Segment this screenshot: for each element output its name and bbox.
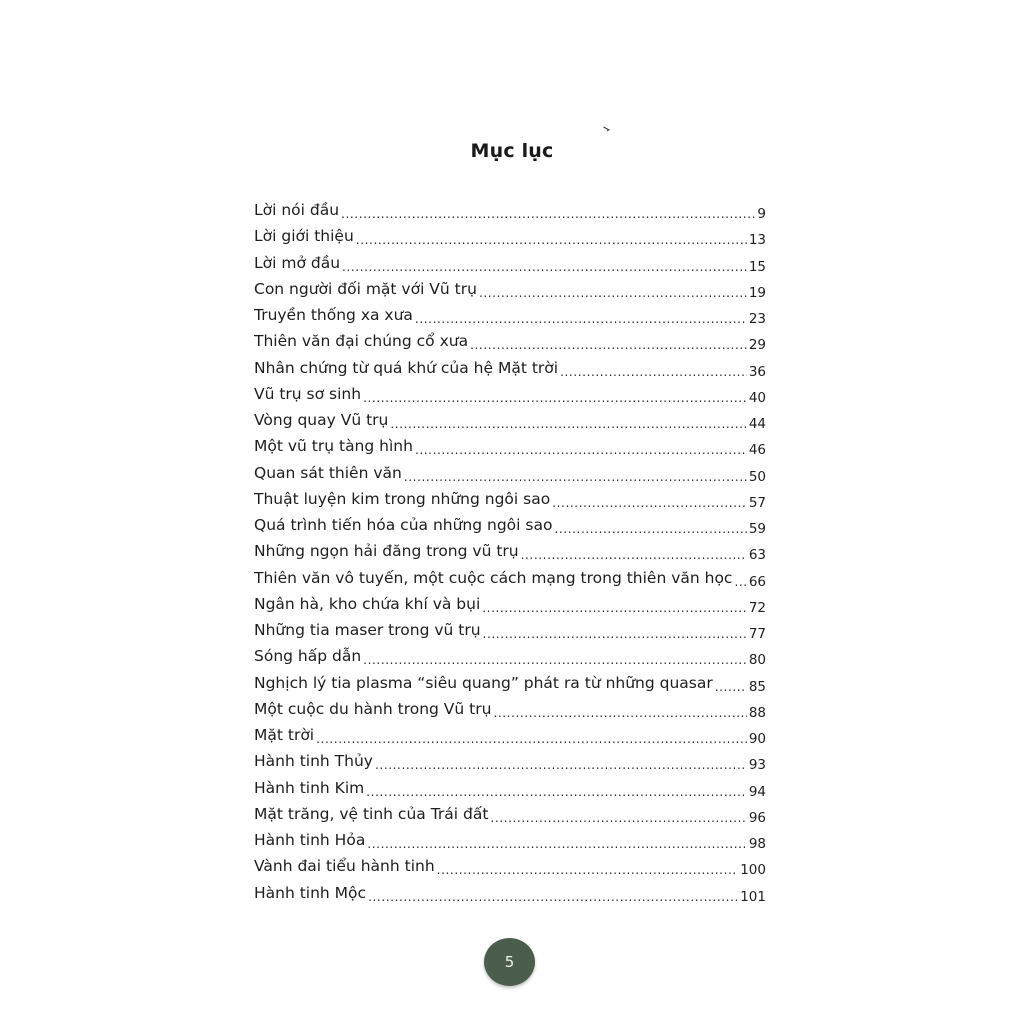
- ink-speck-mark: [603, 126, 610, 132]
- dot-leader: [552, 489, 747, 512]
- toc-entry-page: 40: [748, 389, 766, 406]
- toc-entry-page: 63: [748, 547, 766, 564]
- toc-entry-label: Mặt trời: [254, 726, 315, 744]
- dot-leader: [342, 253, 747, 276]
- toc-entry-page: 101: [740, 888, 766, 905]
- toc-entry-label: Sóng hấp dẫn: [254, 647, 362, 666]
- toc-entry: [254, 617, 766, 643]
- toc-entry-page: 9: [757, 206, 766, 222]
- toc-entry: [254, 276, 766, 302]
- toc-entry-page: 80: [748, 652, 766, 669]
- page-number-badge: [484, 938, 535, 986]
- toc-entry: [254, 328, 766, 354]
- toc-entry-label: Một vũ trụ tàng hình: [254, 437, 413, 456]
- dot-leader: [490, 804, 746, 827]
- toc-entry: [254, 223, 766, 249]
- toc-entry: [254, 722, 766, 748]
- table-of-contents: [254, 197, 766, 906]
- dot-leader: [341, 200, 755, 223]
- toc-entry: [254, 433, 766, 459]
- dot-leader: [734, 568, 746, 591]
- toc-entry-page: 13: [748, 232, 766, 249]
- toc-entry-page: 94: [748, 783, 766, 800]
- toc-entry-label: Mặt trăng, vệ tinh của Trái đất: [254, 804, 489, 823]
- toc-entry-page: 100: [740, 862, 766, 879]
- dot-leader: [356, 226, 747, 249]
- toc-entry-label: Một cuộc du hành trong Vũ trụ: [254, 699, 492, 718]
- dot-leader: [521, 541, 747, 564]
- toc-entry: [254, 801, 766, 827]
- dot-leader: [404, 463, 747, 486]
- toc-entry-page: 66: [748, 573, 766, 590]
- toc-entry-label: Vành đai tiểu hành tinh: [254, 857, 435, 876]
- toc-entry: [254, 643, 766, 669]
- toc-entry: [254, 538, 766, 564]
- toc-entry: [254, 670, 766, 696]
- toc-entry-label: Hành tinh Hỏa: [254, 831, 366, 849]
- toc-entry-page: 77: [748, 626, 766, 642]
- dot-leader: [415, 436, 747, 459]
- toc-entry-label: Quan sát thiên văn: [254, 463, 402, 482]
- toc-entry: [254, 565, 766, 591]
- toc-entry: [254, 827, 766, 853]
- toc-entry-page: 96: [748, 809, 766, 826]
- dot-leader: [366, 778, 747, 801]
- toc-entry-page: 46: [748, 442, 766, 459]
- toc-entry-page: 72: [748, 599, 766, 616]
- dot-leader: [554, 515, 746, 538]
- toc-entry-label: Thuật luyện kim trong những ngôi sao: [254, 489, 551, 508]
- toc-entry: [254, 381, 766, 407]
- toc-entry-page: 93: [748, 757, 766, 774]
- toc-entry: [254, 512, 766, 538]
- dot-leader: [375, 751, 747, 774]
- toc-entry: [254, 853, 766, 879]
- toc-entry-page: 19: [748, 284, 766, 301]
- dot-leader: [363, 646, 747, 669]
- toc-entry-label: Những ngọn hải đăng trong vũ trụ: [254, 542, 519, 561]
- toc-entry-label: Lời giới thiệu: [254, 227, 354, 246]
- toc-entry: [254, 197, 766, 223]
- toc-entry-label: Hành tinh Mộc: [254, 883, 367, 902]
- toc-entry-page: 88: [748, 704, 766, 721]
- toc-entry-label: Ngân hà, kho chứa khí và bụi: [254, 594, 481, 613]
- dot-leader: [483, 620, 747, 643]
- toc-entry: [254, 696, 766, 722]
- toc-entry-label: Những tia maser trong vũ trụ: [254, 621, 481, 639]
- dot-leader: [493, 699, 746, 722]
- dot-leader: [363, 384, 747, 407]
- toc-entry-label: Truyền thống xa xưa: [254, 306, 413, 324]
- toc-entry-label: Quá trình tiến hóa của những ngôi sao: [254, 516, 553, 534]
- page-number: 5: [504, 953, 515, 971]
- toc-entry-label: Lời nói đầu: [254, 201, 340, 219]
- toc-entry: [254, 591, 766, 617]
- dot-leader: [715, 673, 747, 696]
- toc-entry-page: 23: [748, 311, 766, 327]
- toc-entry-page: 90: [748, 731, 766, 747]
- toc-entry-page: 50: [748, 468, 766, 485]
- toc-entry-label: Vòng quay Vũ trụ: [254, 411, 389, 429]
- toc-entry-page: 29: [748, 337, 766, 354]
- dot-leader: [437, 856, 739, 879]
- dot-leader: [367, 830, 746, 853]
- dot-leader: [415, 305, 747, 328]
- toc-entry: [254, 250, 766, 276]
- toc-entry-label: Thiên văn vô tuyến, một cuộc cách mạng trong thiên văn học: [254, 568, 733, 587]
- toc-entry-page: 44: [748, 416, 766, 432]
- toc-entry-label: Vũ trụ sơ sinh: [254, 384, 362, 403]
- toc-entry-page: 15: [748, 258, 766, 275]
- toc-entry: [254, 355, 766, 381]
- toc-entry-page: 98: [748, 836, 766, 852]
- dot-leader: [560, 358, 747, 381]
- toc-entry: [254, 880, 766, 906]
- toc-entry: [254, 302, 766, 328]
- dot-leader: [316, 725, 747, 748]
- toc-entry-label: Hành tinh Thủy: [254, 752, 373, 771]
- toc-entry: [254, 775, 766, 801]
- dot-leader: [390, 410, 746, 433]
- toc-entry-label: Nghịch lý tia plasma “siêu quang” phát ra từ những quasar: [254, 673, 713, 692]
- toc-entry-page: 85: [748, 678, 766, 695]
- toc-entry-page: 59: [748, 521, 766, 537]
- toc-entry-label: Hành tinh Kim: [254, 778, 365, 797]
- toc-entry: [254, 407, 766, 433]
- toc-entry-label: Thiên văn đại chúng cổ xưa: [254, 332, 469, 351]
- toc-entry: [254, 460, 766, 486]
- page-title: Mục lục: [470, 140, 554, 162]
- dot-leader: [482, 594, 747, 617]
- toc-entry-label: Con người đối mặt với Vũ trụ: [254, 279, 477, 298]
- dot-leader: [479, 279, 747, 302]
- toc-entry-page: 57: [748, 494, 766, 511]
- toc-entry-label: Lời mở đầu: [254, 253, 341, 272]
- toc-entry: [254, 748, 766, 774]
- toc-entry-page: 36: [748, 363, 766, 380]
- dot-leader: [470, 331, 747, 354]
- toc-entry: [254, 486, 766, 512]
- dot-leader: [368, 883, 738, 906]
- toc-entry-label: Nhân chứng từ quá khứ của hệ Mặt trời: [254, 358, 559, 377]
